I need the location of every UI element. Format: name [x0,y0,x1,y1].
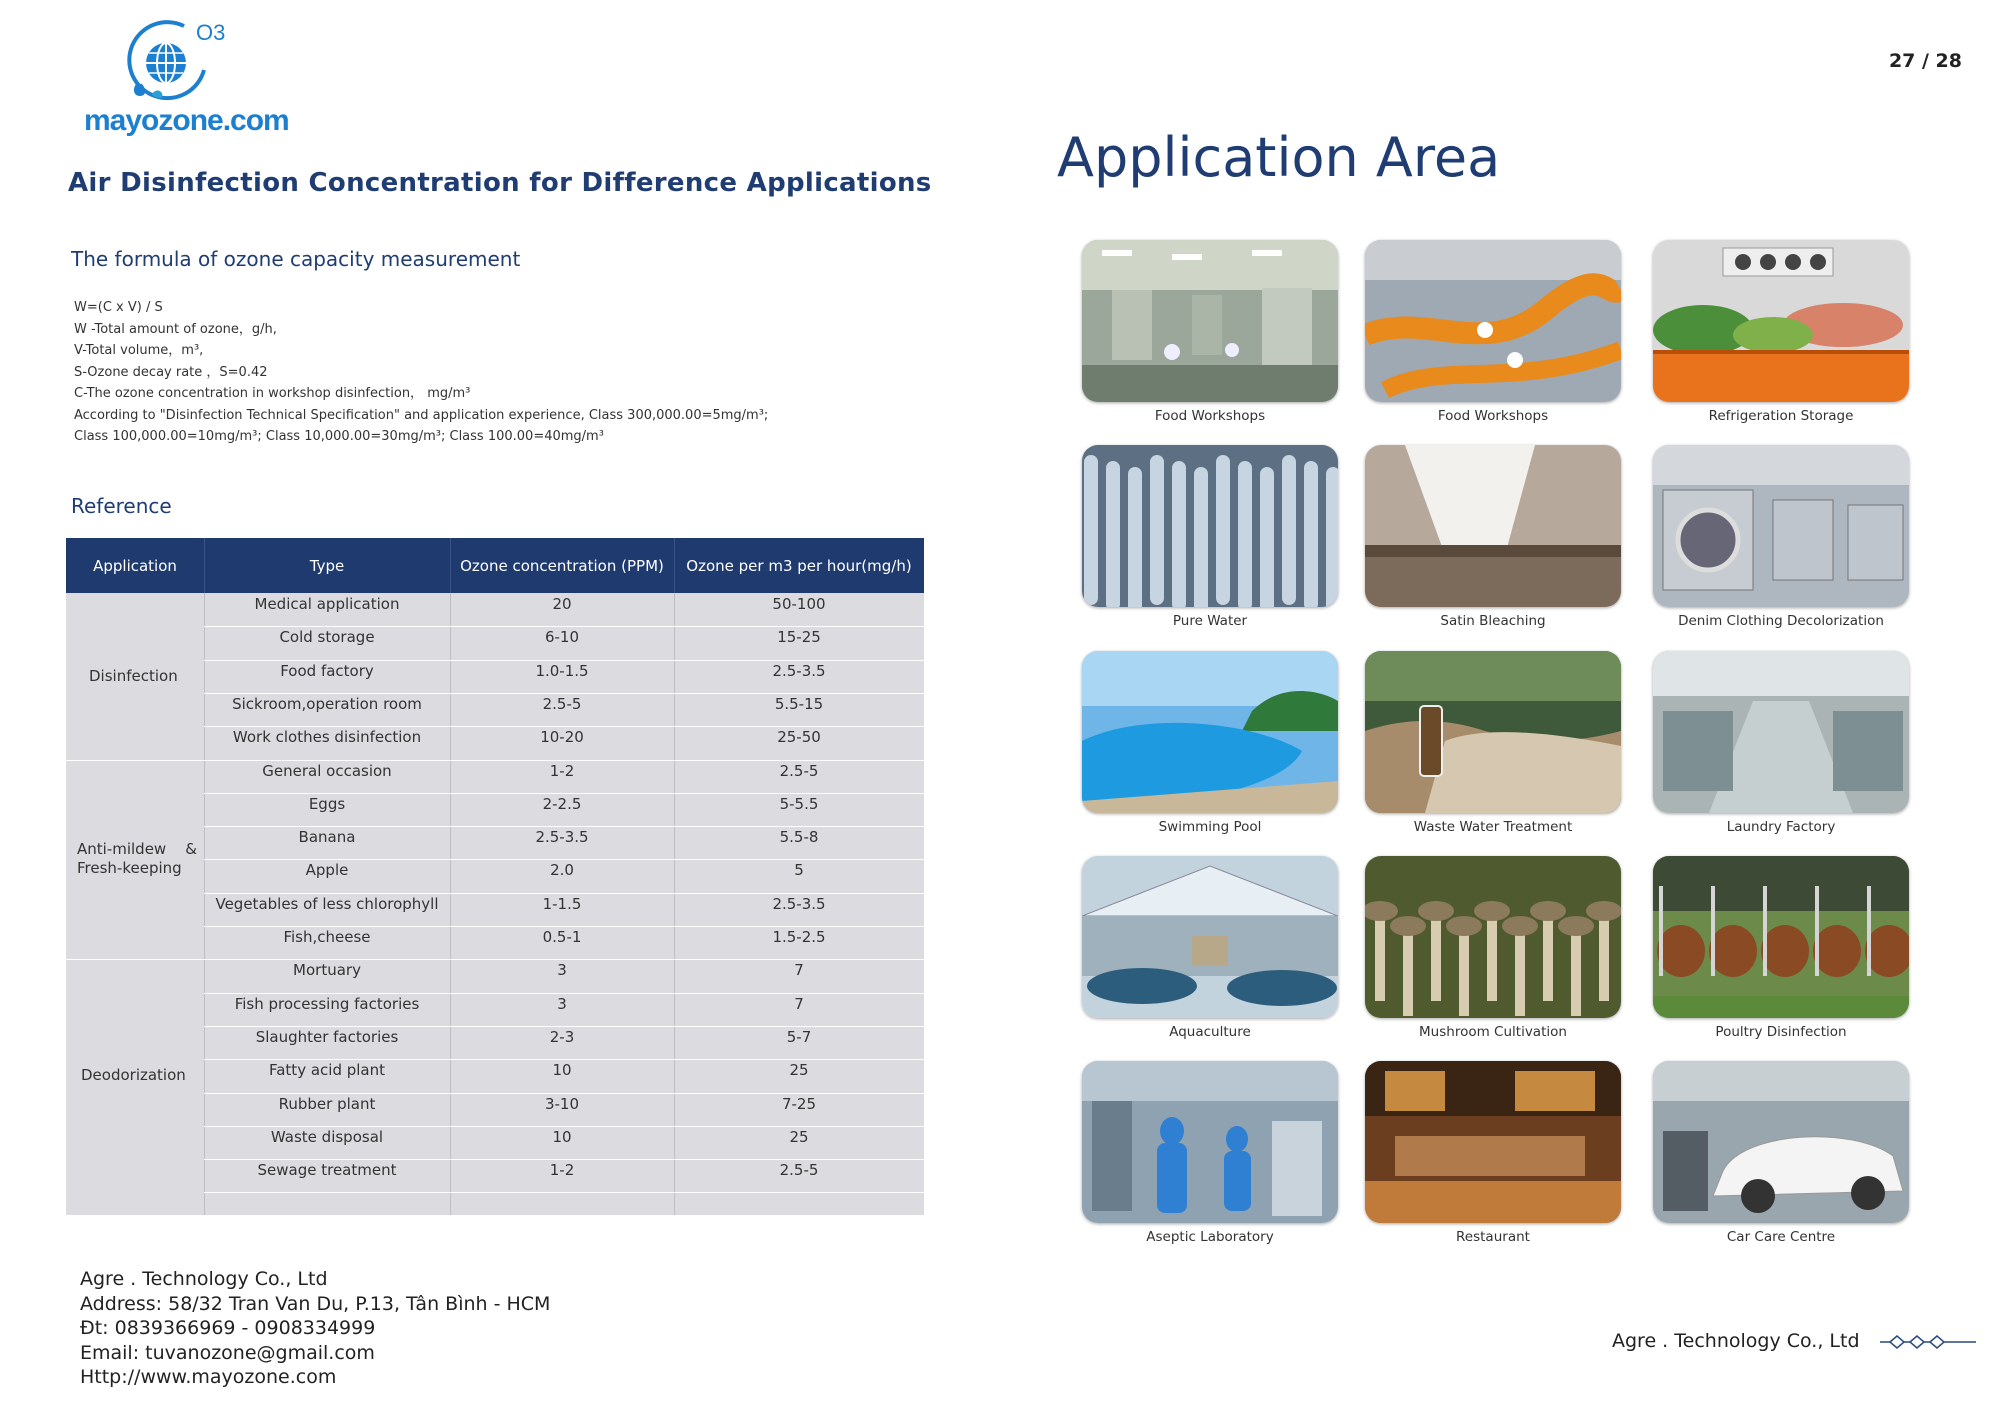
company-info-line: Đt: 0839366969 - 0908334999 [80,1317,376,1339]
application-caption: Car Care Centre [1726,1229,1836,1245]
table-cell-mgh: 25 [789,1061,809,1080]
row-divider [204,1159,924,1160]
application-caption: Aquaculture [1169,1024,1251,1040]
restaurant-photo-image [1365,1061,1621,1223]
application-photo-lab [1082,1061,1338,1223]
row-divider [204,926,924,927]
application-photo-goats [1653,856,1909,1018]
application-photo-washers [1653,445,1909,607]
company-info-line: Address: 58/32 Tran Van Du, P.13, Tân Bình - HCM [80,1292,551,1315]
application-caption: Poultry Disinfection [1715,1024,1847,1040]
table-cell-ppm: 3 [557,994,567,1013]
formula-line: Class 100,000.00=10mg/m³; Class 10,000.00=30mg/m³; Class 100.00=40mg/m³ [74,429,604,444]
table-cell-ppm: 2-2.5 [542,794,582,813]
application-photo-laundry [1653,651,1909,813]
table-cell-mgh: 5 [794,861,804,880]
table-cell-type: Rubber plant [278,1094,376,1113]
table-cell-type: Eggs [308,794,346,813]
table-cell-mgh: 25-50 [777,728,821,747]
row-divider [204,626,924,627]
table-cell-mgh: 5.5-8 [779,828,819,847]
table-cell-ppm: 3 [557,961,567,980]
header-divider [674,538,675,593]
table-header-col-application: Application [66,538,204,593]
row-divider [204,1126,924,1127]
table-cell-mgh: 2.5-3.5 [772,894,826,913]
company-contact-block [80,1267,550,1390]
table-header-col-ppm: Ozone concentration (PPM) [450,538,674,593]
bottles-photo-image [1082,445,1338,607]
row-divider [204,1059,924,1060]
formula-line: C-The ozone concentration in workshop disinfection， mg/m³ [74,386,471,401]
application-caption: Food Workshops [1154,408,1266,424]
pool-photo-image [1082,651,1338,813]
row-divider [204,993,924,994]
table-cell-type: Mortuary [293,961,361,980]
table-cell-mgh: 1.5-2.5 [772,928,826,946]
table-cell-type: Sickroom,operation room [232,694,422,713]
table-cell-ppm: 0.5-1 [542,928,582,946]
company-info-line: Agre . Technology Co., Ltd [80,1268,328,1290]
table-cell-mgh: 25 [789,1127,809,1146]
table-group-label: Deodorization [81,1066,186,1085]
company-info-line: Email: tuvanozone@gmail.com [80,1341,375,1364]
table-cell-type: Waste disposal [270,1127,384,1146]
table-cell-type: Fish processing factories [234,994,420,1013]
washers-photo-image [1653,445,1909,607]
table-cell-type: Fatty acid plant [268,1061,385,1080]
table-cell-mgh: 2.5-5 [779,1161,819,1180]
table-cell-mgh: 2.5-3.5 [772,661,826,680]
table-cell-mgh: 50-100 [772,595,826,613]
table-cell-ppm: 6-10 [544,628,580,647]
application-caption: Swimming Pool [1158,819,1262,835]
table-cell-mgh: 7 [794,994,804,1013]
row-divider [204,726,924,727]
row-divider [204,693,924,694]
diamond-divider-icon [1880,1334,1976,1350]
page-title: Air Disinfection Concentration for Difference Applications [68,168,932,198]
application-photo-factory [1082,240,1338,402]
application-photo-car [1653,1061,1909,1223]
laundry-photo-image [1653,651,1909,813]
goats-photo-image [1653,856,1909,1018]
row-divider [204,1192,924,1193]
header-divider [204,538,205,593]
application-area-title: Application Area [1057,126,1501,189]
application-photo-bottles [1082,445,1338,607]
car-photo-image [1653,1061,1909,1223]
table-cell-ppm: 2.0 [550,861,574,880]
mushroom-photo-image [1365,856,1621,1018]
table-cell-ppm: 1-1.5 [542,894,582,913]
formula-line: V-Total volume，m³, [74,343,204,358]
row-divider [204,1026,924,1027]
table-cell-type: Apple [305,861,349,880]
table-group-label: Disinfection [89,666,178,685]
application-caption: Refrigeration Storage [1708,408,1854,424]
table-cell-mgh: 5-7 [786,1027,812,1046]
row-divider [204,893,924,894]
table-cell-mgh: 7 [794,961,804,980]
row-divider [204,1093,924,1094]
company-info-line: Http://www.mayozone.com [80,1366,337,1388]
table-cell-mgh: 15-25 [777,628,821,647]
application-caption: Restaurant [1456,1229,1530,1245]
conveyor-photo-image [1365,240,1621,402]
application-photo-mushroom [1365,856,1621,1018]
logo-text[interactable]: mayozone.com [84,104,289,137]
table-cell-ppm: 1-2 [549,761,575,780]
greenhouse-photo-image [1082,856,1338,1018]
formula-line: S-Ozone decay rate ，S=0.42 [74,364,268,380]
table-cell-mgh: 2.5-5 [779,761,819,780]
table-cell-mgh: 7-25 [781,1094,817,1113]
factory-photo-image [1082,240,1338,402]
footer-company-name: Agre . Technology Co., Ltd [1612,1330,1860,1352]
table-header-col-mgh: Ozone per m3 per hour(mg/h) [674,538,924,593]
table-cell-type: Sewage treatment [257,1161,397,1180]
table-cell-type: Slaughter factories [255,1027,399,1046]
application-photo-wastewater [1365,651,1621,813]
application-caption: Aseptic Laboratory [1146,1229,1274,1245]
application-caption: Food Workshops [1437,408,1549,424]
formula-heading: The formula of ozone capacity measurement [71,247,521,271]
table-cell-ppm: 3-10 [544,1094,580,1113]
reference-heading: Reference [71,494,172,518]
table-cell-ppm: 1.0-1.5 [535,661,589,680]
row-divider [204,859,924,860]
lab-photo-image [1082,1061,1338,1223]
application-photo-pool [1082,651,1338,813]
header-divider [450,538,451,593]
row-divider [204,793,924,794]
wastewater-photo-image [1365,651,1621,813]
application-caption: Laundry Factory [1726,819,1836,835]
application-caption: Denim Clothing Decolorization [1678,613,1884,629]
row-divider [204,660,924,661]
ozone-mark: O3 [196,20,226,45]
application-photo-textile [1365,445,1621,607]
application-photo-conveyor [1365,240,1621,402]
page-number: 27 / 28 [1888,50,1962,72]
row-divider [204,826,924,827]
table-header-col-type: Type [204,538,450,593]
application-photo-restaurant [1365,1061,1621,1223]
application-caption: Mushroom Cultivation [1419,1024,1567,1040]
formula-line: According to "Disinfection Technical Specification" and application experience, Class 300,000.00=5mg/m³; [74,407,769,423]
table-cell-mgh: 5-5.5 [779,794,819,813]
formula-block [74,297,768,448]
application-caption: Waste Water Treatment [1413,819,1573,835]
table-cell-type: Fish,cheese [283,928,371,946]
produce-photo-image [1653,240,1909,402]
table-cell-ppm: 2-3 [549,1027,575,1046]
table-cell-ppm: 2.5-3.5 [535,828,589,847]
table-cell-type: Medical application [254,595,400,613]
table-cell-ppm: 20 [552,595,572,613]
application-photo-produce [1653,240,1909,402]
application-photo-greenhouse [1082,856,1338,1018]
table-cell-type: Work clothes disinfection [232,728,422,747]
table-cell-ppm: 10 [552,1127,572,1146]
reference-table [66,538,924,1215]
table-cell-mgh: 5.5-15 [774,694,824,713]
table-cell-type: General occasion [262,761,392,780]
table-cell-ppm: 10-20 [540,728,584,747]
table-cell-ppm: 1-2 [549,1161,575,1180]
table-cell-type: Food factory [280,661,374,680]
formula-line: W=(C x V) / S [74,300,163,315]
formula-line: W -Total amount of ozone，g/h, [74,321,277,337]
textile-photo-image [1365,445,1621,607]
table-group-label: Anti-mildew & Fresh-keeping [77,840,197,878]
table-cell-ppm: 2.5-5 [542,694,582,713]
application-caption: Satin Bleaching [1440,613,1546,629]
table-cell-type: Cold storage [279,628,375,647]
table-cell-type: Banana [298,828,356,847]
company-logo [84,18,289,138]
application-caption: Pure Water [1172,613,1248,629]
table-cell-ppm: 10 [552,1061,572,1080]
table-cell-type: Vegetables of less chlorophyll [215,894,439,913]
